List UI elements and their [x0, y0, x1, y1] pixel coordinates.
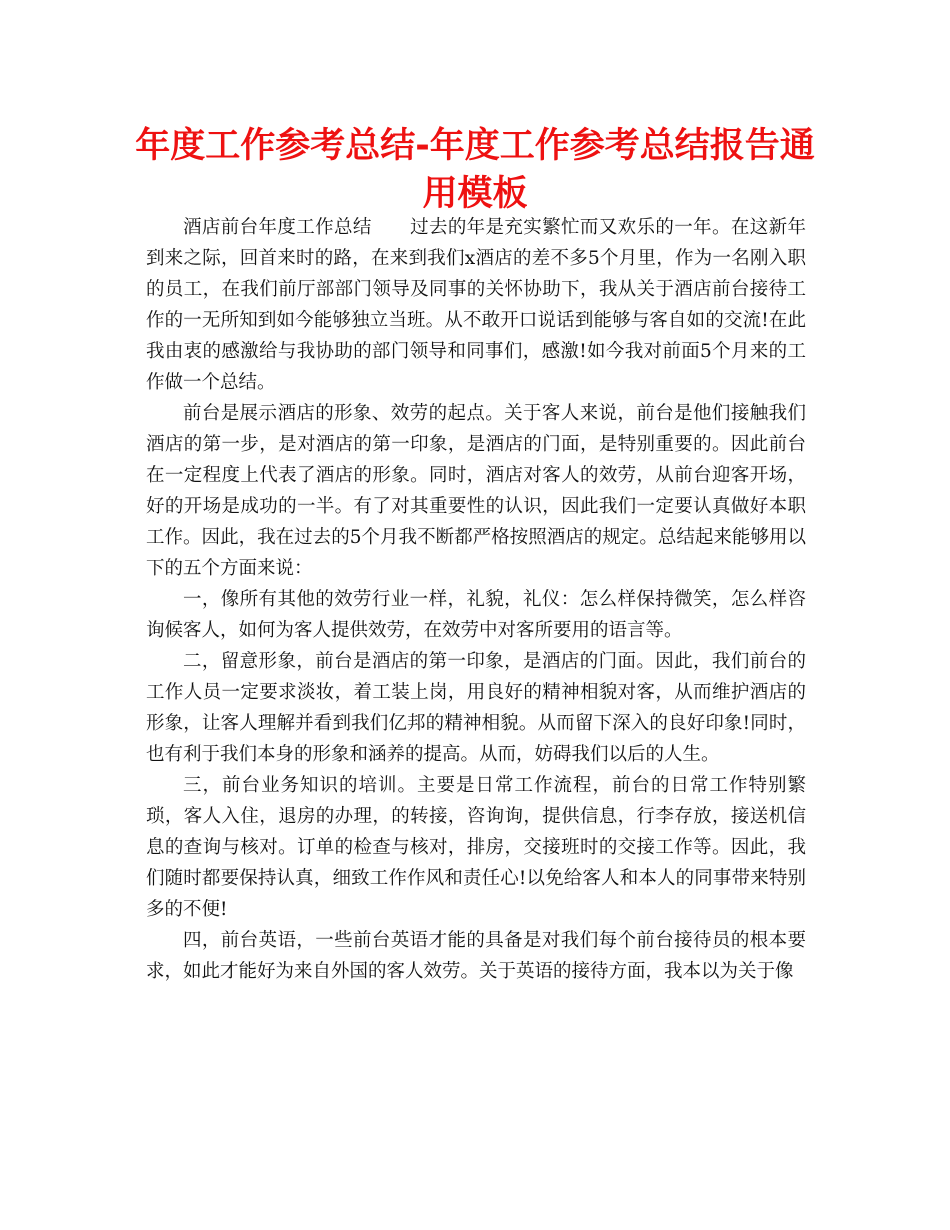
paragraph-text: 过去的年是充实繁忙而又欢乐的一年。在这新年到来之际，回首来时的路，在来到我们x酒店的差不多5个月里，作为一名刚入职的员工，在我们前厅部部门领导及同事的关怀协助下，我从关于酒店前台接待工作的一无所知到如今能够独立当班。从不敢开口说话到能够与客自如的交流!在此我由衷的感激给与我协助的部门领导和同事们，感激!如今我对前面5个月来的工作做一个总结。	[146, 217, 806, 393]
paragraph: 三，前台业务知识的培训。主要是日常工作流程，前台的日常工作特别繁琐，客人入住，退房的办理，的转接，咨询询，提供信息，行李存放，接送机信息的查询与核对。订单的检查与核对，排房，交接班时的交接工作等。因此，我们随时都要保持认真，细致工作作风和责任心!以免给客人和本人的同事带来特别多的不便!	[146, 775, 806, 920]
intro-heading: 酒店前台年度工作总结	[183, 217, 372, 238]
paragraph: 二，留意形象，前台是酒店的第一印象，是酒店的门面。因此，我们前台的工作人员一定要求淡妆，着工装上岗，用良好的精神相貌对客，从而维护酒店的形象，让客人理解并看到我们亿邦的精神相貌。从而留下深入的良好印象!同时，也有利于我们本身的形象和涵养的提高。从而，妨碍我们以后的人生。	[146, 651, 806, 765]
paragraph: 一，像所有其他的效劳行业一样，礼貌，礼仪：怎么样保持微笑，怎么样咨询候客人，如何为客人提供效劳，在效劳中对客所要用的语言等。	[146, 589, 806, 641]
paragraph-intro	[146, 212, 806, 398]
document-body	[146, 212, 806, 987]
paragraph: 前台是展示酒店的形象、效劳的起点。关于客人来说，前台是他们接触我们酒店的第一步，是对酒店的第一印象，是酒店的门面，是特别重要的。因此前台在一定程度上代表了酒店的形象。同时，酒店对客人的效劳，从前台迎客开场，好的开场是成功的一半。有了对其重要性的认识，因此我们一定要认真做好本职工作。因此，我在过去的5个月我不断都严格按照酒店的规定。总结起来能够用以下的五个方面来说：	[146, 403, 806, 579]
paragraph: 四，前台英语，一些前台英语才能的具备是对我们每个前台接待员的根本要求，如此才能好为来自外国的客人效劳。关于英语的接待方面，我本以为关于像	[146, 930, 806, 982]
document-title: 年度工作参考总结-年度工作参考总结报告通用模板	[135, 126, 815, 214]
